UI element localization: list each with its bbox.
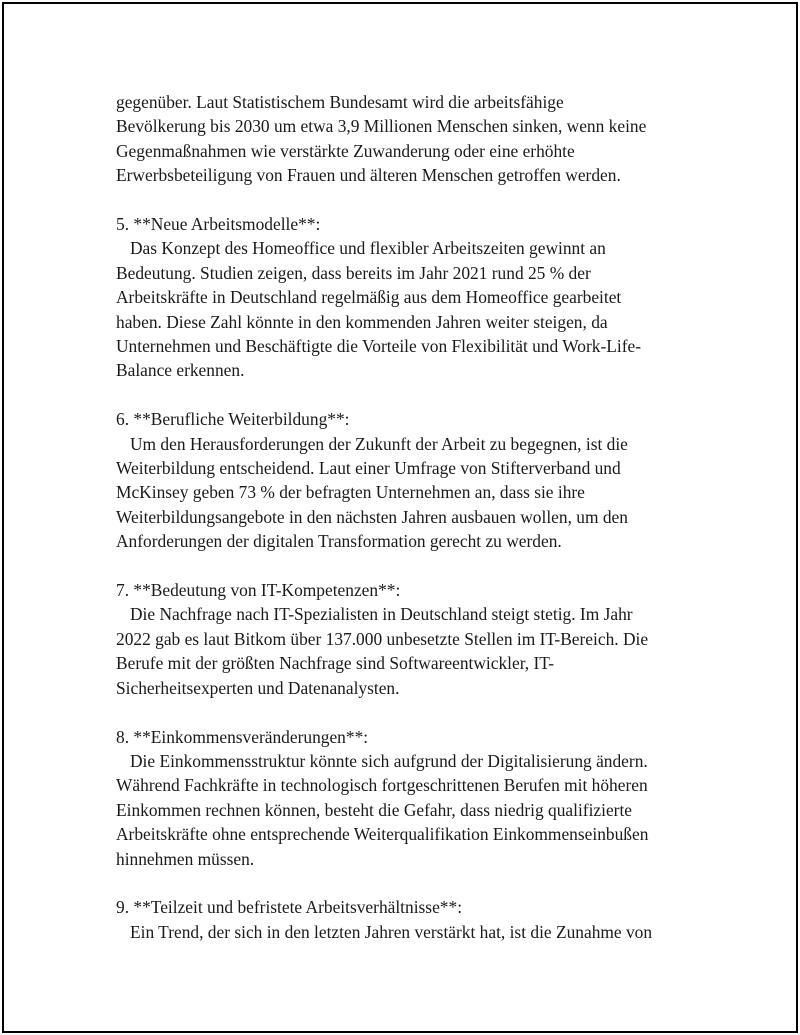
text-line: hinnehmen müssen. (116, 848, 255, 869)
text-line: Einkommen rechnen können, besteht die Gefahr, dass niedrig qualifizierte (116, 799, 633, 820)
text-line: Ein Trend, der sich in den letzten Jahren verstärkt hat, ist die Zunahme von (130, 921, 653, 942)
text-line: gegenüber. Laut Statistischem Bundesamt wird die arbeitsfähige (116, 92, 564, 112)
text-line: Um den Herausforderungen der Zukunft der Arbeit zu begegnen, ist die (130, 433, 628, 454)
section-heading: 7. **Bedeutung von IT-Kompetenzen**: (116, 580, 401, 601)
text-line: Arbeitskräfte ohne entsprechende Weiterqualifikation Einkommenseinbußen (116, 824, 649, 845)
section-6 (116, 407, 706, 553)
section-5 (116, 212, 706, 383)
text-line: Bevölkerung bis 2030 um etwa 3,9 Millionen Menschen sinken, wenn keine (116, 116, 647, 137)
intro-paragraph (116, 90, 706, 188)
text-line: Weiterbildung entscheidend. Laut einer Umfrage von Stifterverband und (116, 458, 621, 479)
text-line: Gegenmaßnahmen wie verstärkte Zuwanderung oder eine erhöhte (116, 140, 575, 161)
text-line: 2022 gab es laut Bitkom über 137.000 unbesetzte Stellen im IT-Bereich. Die (116, 628, 649, 649)
text-line: haben. Diese Zahl könnte in den kommenden Jahren weiter steigen, da (116, 311, 608, 332)
text-line: Arbeitskräfte in Deutschland regelmäßig aus dem Homeoffice gearbeitet (116, 287, 622, 308)
text-line: Weiterbildungsangebote in den nächsten Jahren ausbauen wollen, um den (116, 506, 628, 527)
text-line: Das Konzept des Homeoffice und flexibler Arbeitszeiten gewinnt an (130, 238, 606, 259)
section-7 (116, 578, 706, 700)
section-heading: 5. **Neue Arbeitsmodelle**: (116, 214, 321, 235)
text-line: Sicherheitsexperten und Datenanalysten. (116, 677, 400, 698)
text-line: Unternehmen und Beschäftigte die Vorteile von Flexibilität und Work-Life- (116, 336, 642, 357)
text-line: Anforderungen der digitalen Transformation gerecht zu werden. (116, 531, 562, 552)
text-line: Berufe mit der größten Nachfrage sind Softwareentwickler, IT- (116, 653, 555, 674)
text-line: Balance erkennen. (116, 360, 245, 381)
text-line: Während Fachkräfte in technologisch fortgeschrittenen Berufen mit höheren (116, 775, 648, 796)
text-line: Bedeutung. Studien zeigen, dass bereits im Jahr 2021 rund 25 % der (116, 262, 591, 283)
section-heading: 8. **Einkommensveränderungen**: (116, 726, 369, 747)
section-8 (116, 725, 706, 871)
text-line: Die Einkommensstruktur könnte sich aufgrund der Digitalisierung ändern. (130, 750, 648, 771)
section-9 (116, 895, 706, 944)
text-line: Erwerbsbeteiligung von Frauen und älteren Menschen getroffen werden. (116, 165, 621, 186)
section-heading: 9. **Teilzeit und befristete Arbeitsverhältnisse**: (116, 897, 463, 918)
text-line: McKinsey geben 73 % der befragten Unternehmen an, dass sie ihre (116, 482, 585, 503)
text-line: Die Nachfrage nach IT-Spezialisten in Deutschland steigt stetig. Im Jahr (130, 604, 633, 625)
document-body (116, 90, 706, 969)
section-heading: 6. **Berufliche Weiterbildung**: (116, 409, 350, 430)
